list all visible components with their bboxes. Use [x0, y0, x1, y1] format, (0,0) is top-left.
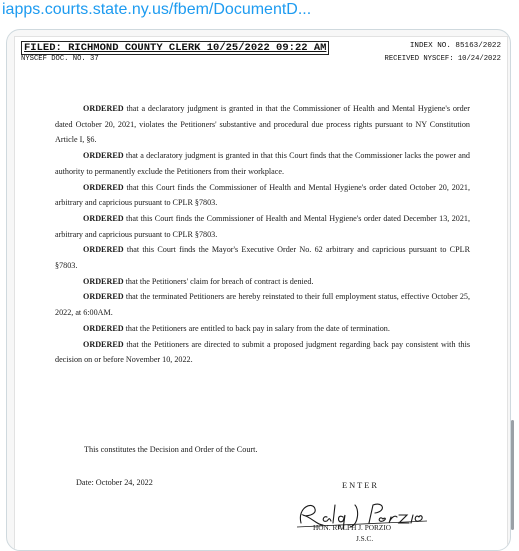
filed-stamp: FILED: RICHMOND COUNTY CLERK 10/25/2022 09:22 AM	[21, 41, 329, 55]
source-url-link[interactable]: iapps.courts.state.ny.us/fbem/DocumentD...	[2, 1, 312, 18]
order-body	[55, 101, 470, 368]
order-paragraph: ORDERED that this Court finds the Commissioner of Health and Mental Hygiene's order dated December 13, 2021, arbitrary and capricious pursuant to CPLR §7803.	[55, 213, 470, 239]
index-number: INDEX NO. 85163/2022	[409, 42, 501, 50]
order-paragraph: ORDERED that this Court finds the Mayor's Executive Order No. 62 arbitrary and capricious pursuant to CPLR §7803.	[55, 245, 470, 271]
decision-statement: This constitutes the Decision and Order of the Court.	[84, 445, 258, 454]
order-paragraph: ORDERED that the Petitioners' claim for breach of contract is denied.	[83, 276, 314, 286]
enter-label: ENTER	[342, 481, 379, 490]
order-paragraph: ORDERED that a declaratory judgment is granted in that this Court finds that the Commissioner lacks the power and authority to permanently exclude the Petitioners from their workplace.	[55, 151, 470, 176]
order-paragraph: ORDERED that this Court finds the Commissioner of Health and Mental Hygiene's order dated October 20, 2021, arbitrary and capricious pursuant to CPLR §7803.	[55, 182, 470, 208]
nyscef-doc-number: NYSCEF DOC. NO. 37	[21, 55, 99, 63]
order-paragraph: ORDERED that the Petitioners are entitled to back pay in salary from the date of termination.	[83, 323, 390, 333]
order-date: Date: October 24, 2022	[76, 478, 153, 487]
order-paragraph: ORDERED that a declaratory judgment is granted in that the Commissioner of Health and Mental Hygiene's order dated October 20, 2021, violates the Petitioners' substantive and procedural due process rights pursuant to NY Constitution Article I, §6.	[55, 104, 470, 145]
document-preview-card[interactable]	[6, 29, 511, 551]
judge-name: HON. RALPH J. PORZIO	[313, 523, 392, 532]
order-paragraph: ORDERED that the Petitioners are directed to submit a proposed judgment regarding back pay consistent with this decision on or before November 10, 2022.	[55, 339, 470, 365]
scrollbar[interactable]	[511, 420, 514, 530]
received-date: RECEIVED NYSCEF: 10/24/2022	[384, 55, 501, 63]
court-document-page	[14, 36, 508, 551]
judge-title: J.S.C.	[356, 534, 374, 543]
order-paragraph: ORDERED that the terminated Petitioners are hereby reinstated to their full employment status, effective October 25, 2022, at 6:00AM.	[55, 292, 470, 318]
